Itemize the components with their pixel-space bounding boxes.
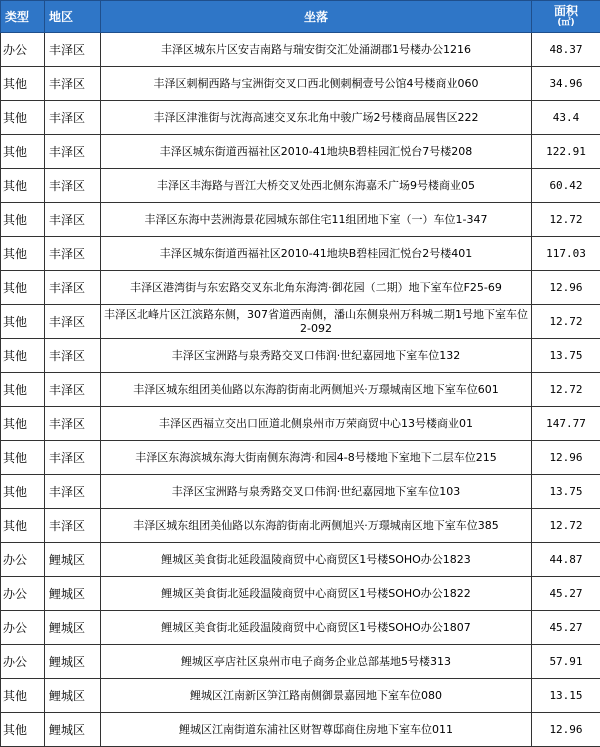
cell-type: 其他 [1,713,45,747]
cell-district: 丰泽区 [45,203,101,237]
table-row [1,271,600,305]
cell-area: 122.91 [532,135,600,169]
table-row [1,475,600,509]
cell-address: 丰泽区东海中芸洲海景花园城东部住宅11组团地下室（一）车位1-347 [101,203,532,237]
cell-type: 办公 [1,577,45,611]
table-row [1,33,600,67]
cell-district: 丰泽区 [45,509,101,543]
cell-area: 12.96 [532,441,600,475]
table-row [1,373,600,407]
cell-address: 丰泽区宝洲路与泉秀路交叉口伟润·世纪嘉园地下室车位103 [101,475,532,509]
cell-address: 丰泽区城东街道西福社区2010-41地块B碧桂园汇悦台2号楼401 [101,237,532,271]
table-row [1,101,600,135]
cell-district: 丰泽区 [45,407,101,441]
cell-type: 其他 [1,373,45,407]
cell-type: 办公 [1,33,45,67]
cell-district: 丰泽区 [45,271,101,305]
cell-address: 鲤城区江南新区笋江路南侧御景嘉园地下室车位080 [101,679,532,713]
cell-district: 鲤城区 [45,543,101,577]
cell-district: 丰泽区 [45,67,101,101]
cell-type: 其他 [1,441,45,475]
cell-area: 13.75 [532,475,600,509]
cell-address: 鲤城区美食街北延段温陵商贸中心商贸区1号楼SOHO办公1822 [101,577,532,611]
header-area-unit: (㎡) [532,18,600,28]
cell-type: 其他 [1,203,45,237]
cell-district: 丰泽区 [45,373,101,407]
cell-district: 鲤城区 [45,679,101,713]
header-address: 坐落 [101,1,532,33]
cell-address: 丰泽区刺桐西路与宝洲街交叉口西北侧刺桐壹号公馆4号楼商业060 [101,67,532,101]
cell-type: 其他 [1,169,45,203]
table-row [1,407,600,441]
cell-area: 60.42 [532,169,600,203]
table-row [1,679,600,713]
cell-address: 丰泽区城东组团美仙路以东海韵街南北两侧旭兴·万璟城南区地下室车位385 [101,509,532,543]
cell-address: 丰泽区城东片区安吉南路与瑞安街交汇处涌湖郡1号楼办公1216 [101,33,532,67]
header-area [532,1,600,33]
cell-type: 办公 [1,543,45,577]
table-row [1,441,600,475]
cell-address: 丰泽区城东街道西福社区2010-41地块B碧桂园汇悦台7号楼208 [101,135,532,169]
cell-area: 12.72 [532,305,600,339]
cell-address: 丰泽区东海滨城东海大街南侧东海湾·和园4-8号楼地下室地下二层车位215 [101,441,532,475]
cell-district: 丰泽区 [45,441,101,475]
table-row [1,611,600,645]
cell-type: 其他 [1,679,45,713]
cell-area: 43.4 [532,101,600,135]
table-row [1,509,600,543]
cell-area: 117.03 [532,237,600,271]
cell-area: 12.96 [532,713,600,747]
cell-type: 其他 [1,475,45,509]
table-row [1,645,600,679]
cell-area: 45.27 [532,577,600,611]
cell-address: 丰泽区港湾街与东宏路交叉东北角东海湾·御花园（二期）地下室车位F25-69 [101,271,532,305]
cell-address: 丰泽区西福立交出口匝道北侧泉州市万荣商贸中心13号楼商业01 [101,407,532,441]
cell-address: 丰泽区宝洲路与泉秀路交叉口伟润·世纪嘉园地下室车位132 [101,339,532,373]
cell-type: 其他 [1,305,45,339]
table-row [1,543,600,577]
table-row [1,169,600,203]
cell-type: 其他 [1,339,45,373]
cell-district: 鲤城区 [45,611,101,645]
header-area-label: 面积 [554,4,578,18]
cell-district: 丰泽区 [45,101,101,135]
cell-type: 其他 [1,67,45,101]
cell-type: 其他 [1,407,45,441]
cell-type: 其他 [1,237,45,271]
cell-address: 丰泽区津淮街与沈海高速交叉东北角中骏广场2号楼商品展售区222 [101,101,532,135]
header-district: 地区 [45,1,101,33]
cell-type: 其他 [1,135,45,169]
cell-district: 丰泽区 [45,305,101,339]
cell-area: 13.75 [532,339,600,373]
cell-district: 鲤城区 [45,577,101,611]
cell-type: 其他 [1,101,45,135]
cell-area: 147.77 [532,407,600,441]
cell-address: 丰泽区城东组团美仙路以东海韵街南北两侧旭兴·万璟城南区地下室车位601 [101,373,532,407]
table-row [1,713,600,747]
cell-area: 13.15 [532,679,600,713]
cell-district: 丰泽区 [45,475,101,509]
cell-type: 办公 [1,611,45,645]
cell-area: 12.72 [532,203,600,237]
header-type: 类型 [1,1,45,33]
table-row [1,203,600,237]
cell-area: 44.87 [532,543,600,577]
cell-district: 丰泽区 [45,33,101,67]
cell-district: 丰泽区 [45,169,101,203]
cell-address: 鲤城区江南街道东浦社区财智尊邸商住房地下室车位011 [101,713,532,747]
cell-type: 其他 [1,509,45,543]
cell-address: 鲤城区亭店社区泉州市电子商务企业总部基地5号楼313 [101,645,532,679]
cell-type: 其他 [1,271,45,305]
cell-district: 丰泽区 [45,237,101,271]
table-row [1,67,600,101]
cell-address: 鲤城区美食街北延段温陵商贸中心商贸区1号楼SOHO办公1823 [101,543,532,577]
cell-area: 34.96 [532,67,600,101]
table-row [1,135,600,169]
table-row [1,577,600,611]
cell-area: 12.96 [532,271,600,305]
table-row [1,305,600,339]
cell-address: 鲤城区美食街北延段温陵商贸中心商贸区1号楼SOHO办公1807 [101,611,532,645]
cell-address: 丰泽区北峰片区江滨路东侧，307省道西南侧，潘山东侧泉州万科城二期1号地下室车位2-092 [101,305,532,339]
cell-district: 鲤城区 [45,713,101,747]
cell-district: 鲤城区 [45,645,101,679]
table-row [1,237,600,271]
cell-district: 丰泽区 [45,135,101,169]
cell-area: 48.37 [532,33,600,67]
cell-area: 45.27 [532,611,600,645]
table-row [1,339,600,373]
header-row [1,1,600,33]
cell-district: 丰泽区 [45,339,101,373]
cell-area: 12.72 [532,509,600,543]
cell-address: 丰泽区丰海路与晋江大桥交叉处西北侧东海嘉禾广场9号楼商业05 [101,169,532,203]
cell-type: 办公 [1,645,45,679]
cell-area: 12.72 [532,373,600,407]
cell-area: 57.91 [532,645,600,679]
